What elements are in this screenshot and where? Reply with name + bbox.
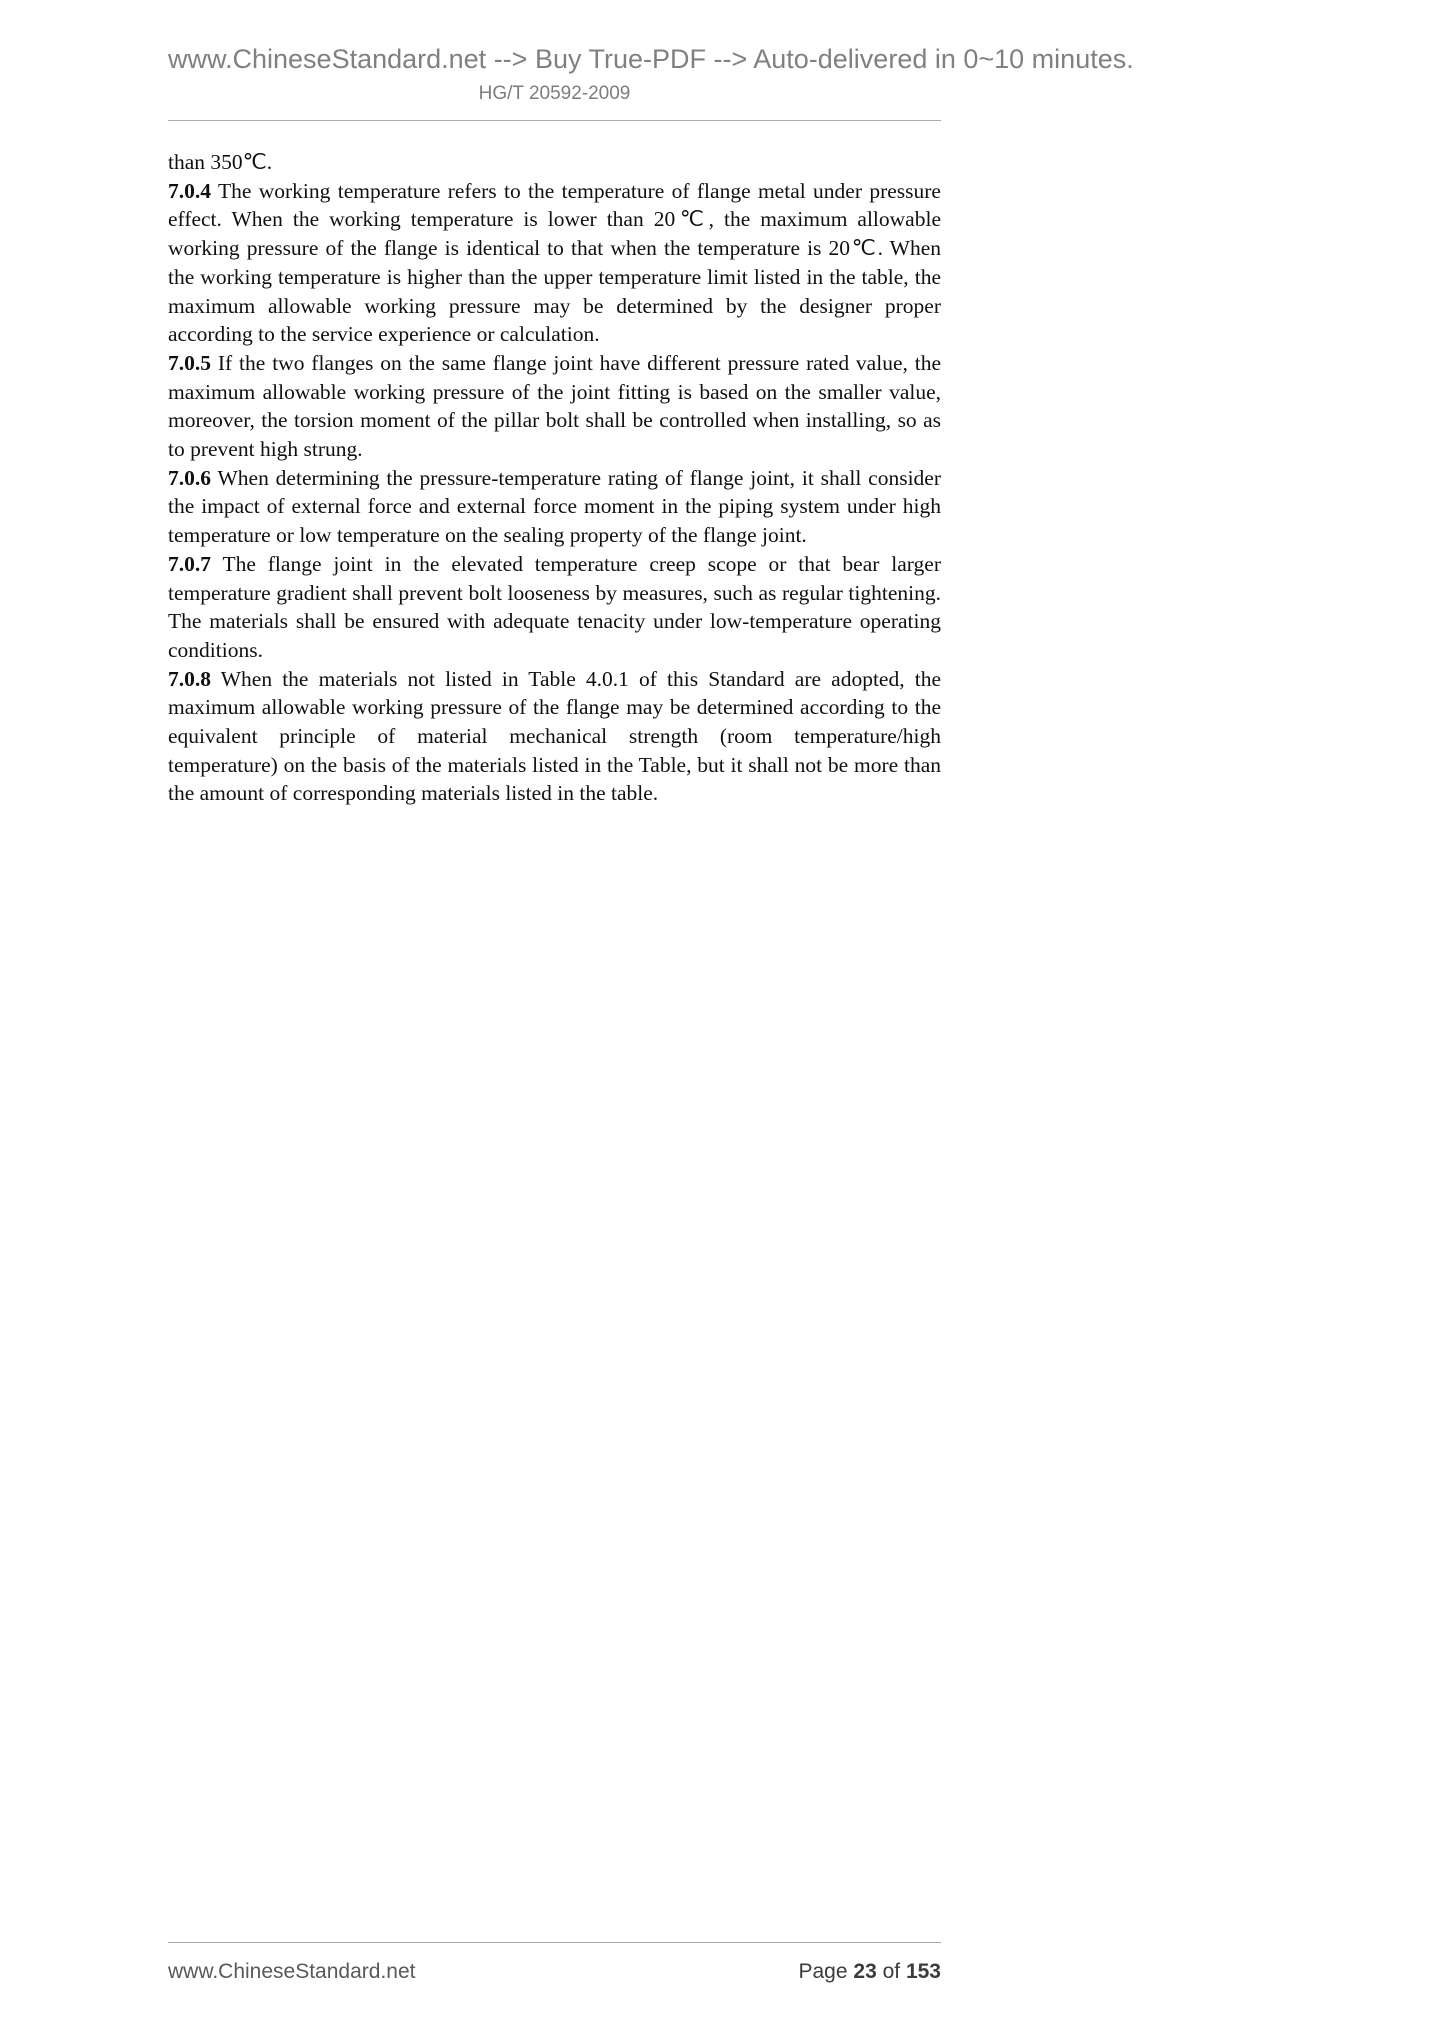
paragraph-number: 7.0.8 (168, 666, 211, 691)
page-content (168, 42, 1134, 808)
continuation-line (168, 148, 941, 177)
document-body (168, 148, 941, 808)
paragraph-text: The working temperature refers to the temperature of flange metal under pressure effect. When the working temperature is lower than 20℃, the maximum allowable working pressure of the flange is identical to that when the temperature is 20℃. When the working temperature is higher than the upper temperature limit listed in the table, the maximum allowable working pressure may be determined by the designer proper according to the service experience or calculation. (168, 178, 941, 347)
paragraph (168, 464, 941, 550)
page-indicator (799, 1960, 942, 1984)
paragraph (168, 665, 941, 809)
header-divider (168, 120, 941, 121)
page-current: 23 (853, 1960, 877, 1983)
paragraph-number: 7.0.5 (168, 350, 211, 375)
paragraph-number: 7.0.4 (168, 178, 211, 203)
continuation-text: than 350℃. (168, 150, 273, 174)
paragraph (168, 550, 941, 665)
paragraph-text: The flange joint in the elevated temperature creep scope or that bear larger temperature gradient shall prevent bolt looseness by measures, such as regular tightening. The materials shall be ensured with adequate tenacity under low-temperature operating conditions. (168, 551, 941, 662)
doc-number: HG/T 20592-2009 (478, 83, 631, 104)
paragraph-number: 7.0.6 (168, 465, 211, 490)
paragraph (168, 177, 941, 349)
paragraph-text: When determining the pressure-temperature rating of flange joint, it shall consider the impact of external force and external force moment in the piping system under high temperature or low temperature on the sealing property of the flange joint. (168, 465, 941, 548)
header-banner: www.ChineseStandard.net --> Buy True-PDF --> Auto-delivered in 0~10 minutes. (168, 44, 1134, 74)
footer-site-link[interactable]: www.ChineseStandard.net (168, 1960, 416, 1983)
page-label: Page (798, 1960, 848, 1983)
page-footer (168, 1942, 941, 1984)
page-of-label: of (882, 1960, 901, 1983)
page-total: 153 (905, 1960, 941, 1983)
paragraph-text: If the two flanges on the same flange joint have different pressure rated value, the maximum allowable working pressure of the joint fitting is based on the smaller value, moreover, the torsion moment of the pillar bolt shall be controlled when installing, so as to prevent high strung. (168, 350, 941, 462)
paragraph (168, 349, 941, 464)
paragraph-number: 7.0.7 (168, 551, 211, 576)
footer-row (168, 1943, 941, 1984)
paragraph-text: When the materials not listed in Table 4.0.1 of this Standard are adopted, the maximum allowable working pressure of the flange may be determined according to the equivalent principle of material mechanical strength (room temperature/high temperature) on the basis of the materials listed in the Table, but it shall not be more than the amount of corresponding materials listed in the table. (168, 666, 941, 806)
